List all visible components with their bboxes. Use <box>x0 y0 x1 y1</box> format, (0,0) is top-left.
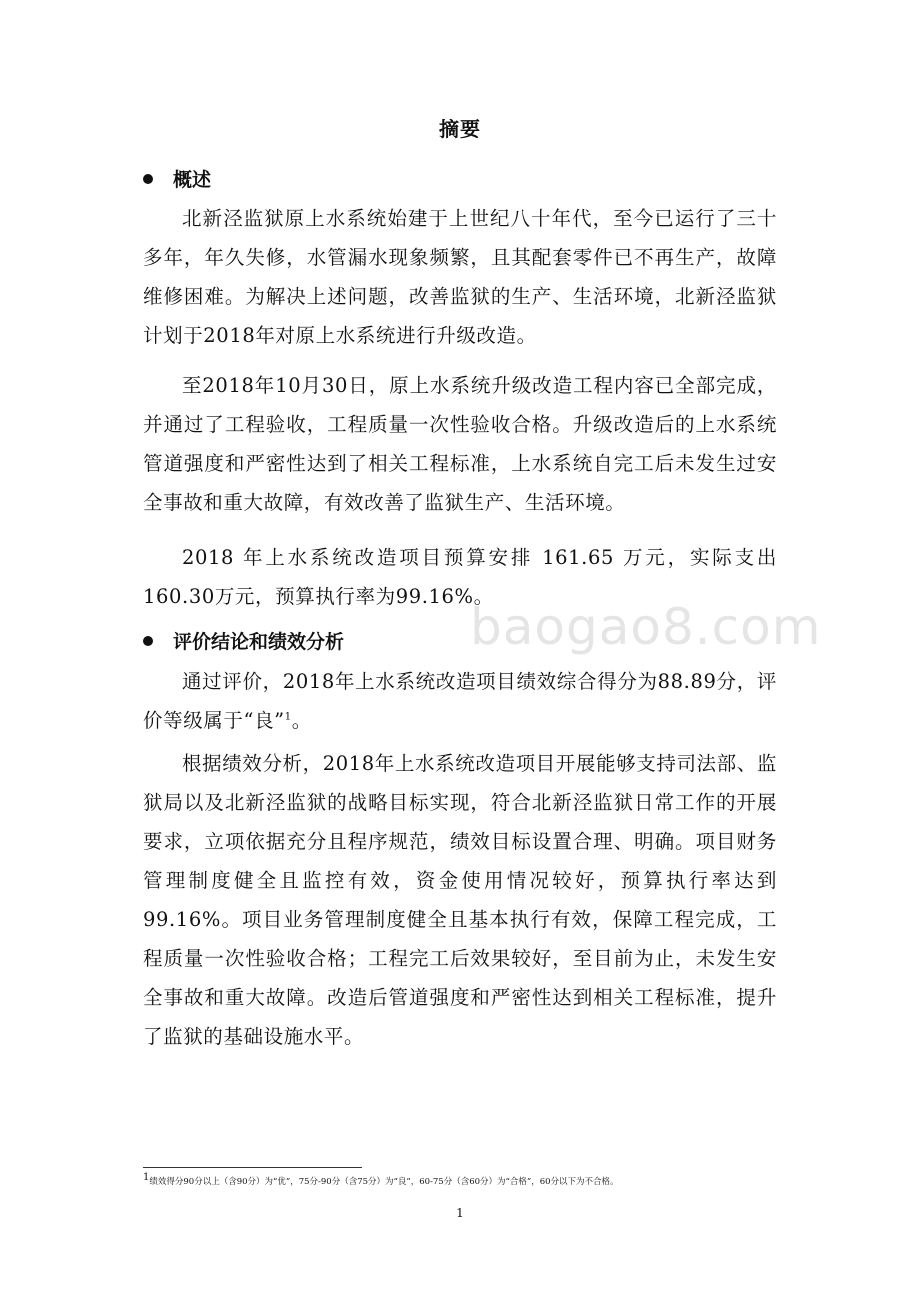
overview-paragraph-1: 北新泾监狱原上水系统始建于上世纪八十年代，至今已运行了三十多年，年久失修，水管漏水现象频繁，且其配套零件已不再生产，故障维修困难。为解决上述问题，改善监狱的生产、生活环境，北新泾监狱计划于2018年对原上水系统进行升级改造。 <box>143 207 777 347</box>
footnote-text: 绩效得分90分以上（含90分）为“优”，75分-90分（含75分）为“良”，60-75分（含60分）为“合格”，60分以下为不合格。 <box>149 1177 619 1187</box>
section-heading-label: 评价结论和绩效分析 <box>173 631 345 653</box>
evaluation-paragraph-1-text: 通过评价，2018年上水系统改造项目绩效综合得分为88.89分，评价等级属于“良” <box>143 670 777 732</box>
footnote <box>143 1172 783 1188</box>
footnote-reference[interactable]: 1 <box>284 711 292 723</box>
footnote-marker: 1 <box>143 1172 150 1184</box>
overview-paragraph-3: 2018 年上水系统改造项目预算安排 161.65 万元，实际支出160.30万元，预算执行率为99.16%。 <box>143 546 777 608</box>
section-heading-label: 概述 <box>173 169 212 191</box>
evaluation-paragraph-1-end: 。 <box>291 709 312 732</box>
page-number: 1 <box>456 1206 464 1220</box>
bullet-icon <box>143 174 153 184</box>
section-heading-overview <box>143 165 211 192</box>
watermark-text: baogao8.com <box>470 598 822 656</box>
bullet-icon <box>143 636 153 646</box>
footnote-divider <box>143 1167 362 1168</box>
page-title: 摘要 <box>439 117 481 141</box>
overview-paragraph-2: 至2018年10月30日，原上水系统升级改造工程内容已全部完成，并通过了工程验收，工程质量一次性验收合格。升级改造后的上水系统管道强度和严密性达到了相关工程标准，上水系统自完工后未发生过安全事故和重大故障，有效改善了监狱生产、生活环境。 <box>143 374 777 514</box>
evaluation-paragraph-1 <box>143 662 777 740</box>
section-heading-evaluation <box>143 627 344 654</box>
evaluation-paragraph-2: 根据绩效分析，2018年上水系统改造项目开展能够支持司法部、监狱局以及北新泾监狱的战略目标实现，符合北新泾监狱日常工作的开展要求，立项依据充分且程序规范，绩效目标设置合理、明确。项目财务管理制度健全且监控有效，资金使用情况较好，预算执行率达到99.16%。项目业务管理制度健全且基本执行有效，保障工程完成，工程质量一次性验收合格；工程完工后效果较好，至目前为止，未发生安全事故和重大故障。改造后管道强度和严密性达到相关工程标准，提升了监狱的基础设施水平。 <box>143 752 777 1048</box>
